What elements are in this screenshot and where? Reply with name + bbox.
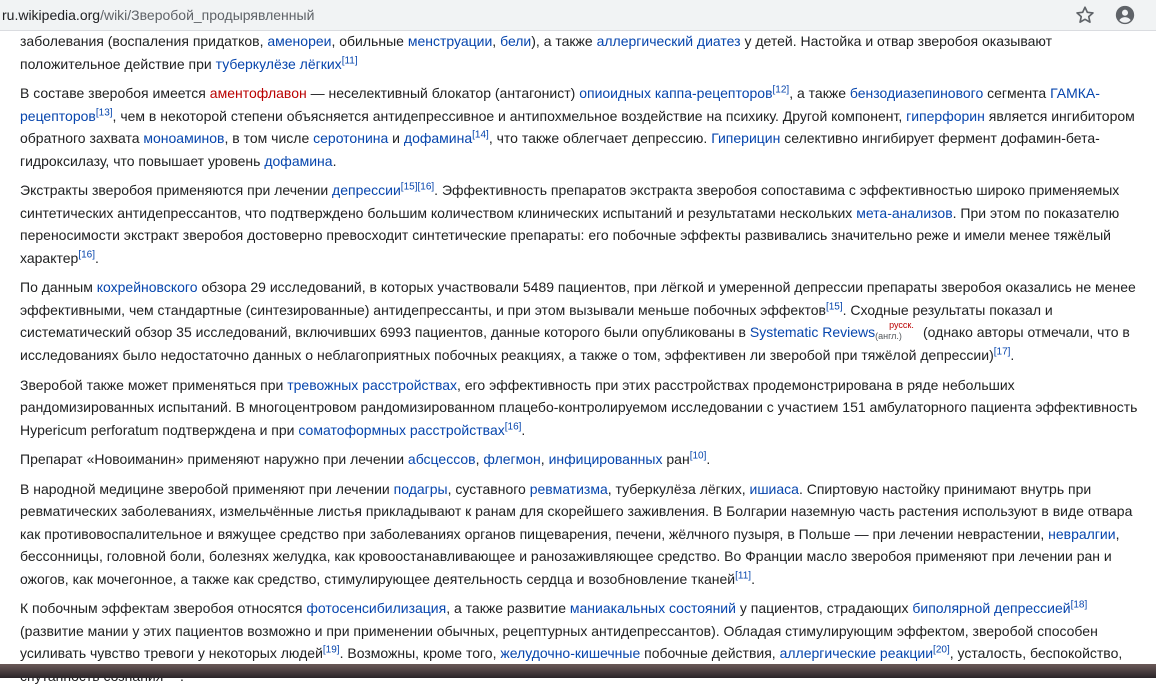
text: Препарат «Новоиманин» применяют наружно при лечении: [20, 451, 408, 468]
text: .: [751, 570, 755, 587]
link-benzodiazepine[interactable]: бензодиазепинового: [849, 85, 984, 101]
link-phlegmon[interactable]: флегмон: [483, 451, 541, 468]
text: .: [95, 249, 99, 266]
link-hypericin[interactable]: Гиперицин: [711, 130, 781, 146]
text: В народной медицине зверобой применяют при лечении: [20, 480, 394, 497]
reference[interactable]: [11]: [735, 570, 752, 582]
link-anxiety-disorders[interactable]: тревожных расстройствах: [287, 376, 458, 393]
paragraph-5: [20, 374, 1145, 442]
star-icon[interactable]: [1074, 4, 1096, 26]
reference[interactable]: [18]: [1070, 599, 1088, 611]
text: , его эффективность при этих расстройствах продемонстрирована в ряде небольших рандомизированных испытаний. В многоцентровом рандомизированном плацебо-контролируемом исследовании с участием 151 амбулаторного пациента эффективность Hypericum perforatum подтверждена и при: [20, 376, 1138, 438]
text: .: [332, 152, 337, 169]
link-photosensitization[interactable]: фотосенсибилизация: [306, 600, 447, 617]
text: заболевания (воспаления придатков,: [20, 33, 268, 49]
paragraph-1: [20, 30, 1145, 75]
interwiki-ru-link[interactable]: русск.: [889, 320, 914, 331]
text: , усталость, беспокойство,: [949, 645, 1123, 662]
taskbar-edge: [0, 664, 1156, 678]
text: Зверобой также может применяться при: [20, 376, 288, 393]
link-amenorrhea[interactable]: аменореи: [267, 33, 332, 49]
url-path: /wiki/Зверобой_продырявленный: [100, 7, 315, 23]
link-kappa-opioid-receptors[interactable]: опиоидных каппа-рецепторов: [579, 85, 773, 101]
link-meta-analyses[interactable]: мета-анализов: [856, 204, 953, 221]
article-content: [20, 30, 1145, 694]
reference[interactable]: [19]: [322, 644, 340, 656]
paragraph-2: [20, 82, 1145, 172]
text: ,: [540, 451, 549, 468]
text: . При этом по показателю переносимости экстракт зверобоя достоверно превосходит синтетические препараты: его побочные эффекты развивались значительно реже и имели менее тяжёлый характер: [20, 204, 1120, 266]
redlink-amentoflavone[interactable]: аментофлавон: [209, 85, 307, 101]
link-monoamines[interactable]: моноаминов: [143, 130, 225, 146]
text: , что также облегчает депрессию.: [488, 130, 712, 146]
interwiki-en-label[interactable]: (англ.): [875, 331, 902, 342]
paragraph-6: [20, 448, 1145, 471]
text: . Спиртовую настойку принимают внутрь при ревматических заболеваниях, измельчённые листья прикладывают к ранам для скорейшего заживления. В Болгарии наземную часть растения используют в виде отвара как противовоспалительное и вяжущее средство при заболеваниях органов пищеварения, печени, жёлчного пузыря, в Польше — при лечении неврастении,: [20, 480, 1133, 542]
link-infected[interactable]: инфицированных: [548, 451, 663, 468]
text: К побочным эффектам зверобоя относятся: [20, 600, 307, 617]
link-allergic-diathesis[interactable]: аллергический диатез: [596, 33, 741, 49]
text: Экстракты зверобоя применяются при лечении: [20, 182, 333, 198]
reference[interactable]: [16]: [78, 248, 95, 260]
link-dopamine[interactable]: дофамина: [264, 152, 333, 169]
reference[interactable]: [14]: [472, 129, 489, 141]
link-systematic-reviews[interactable]: Systematic Reviews: [749, 324, 876, 340]
text: ,: [492, 33, 501, 49]
text: , а также развитие: [446, 600, 570, 617]
text: . Сходные результаты показал и систематический обзор 35 исследований, включивших 6993 пациентов, данные которого были опубликованы в: [20, 301, 1053, 340]
reference[interactable]: [13]: [95, 106, 113, 118]
reference[interactable]: [12]: [772, 84, 790, 96]
text: селективно ингибирует фермент дофамин-бета-гидроксилазу, что повышает уровень: [20, 130, 1100, 169]
text: побочные действия,: [640, 645, 780, 662]
reference[interactable]: [15]: [825, 300, 843, 312]
link-leucorrhea[interactable]: бели: [500, 33, 532, 49]
link-hyperforin[interactable]: гиперфорин: [906, 107, 985, 124]
url-host: ru.wikipedia.org: [2, 7, 101, 23]
reference[interactable]: [11]: [341, 54, 358, 66]
link-menstruation[interactable]: менструации: [407, 33, 493, 49]
text: — неселективный блокатор (антагонист): [306, 85, 580, 101]
link-depression[interactable]: депрессии: [332, 182, 401, 198]
link-abscesses[interactable]: абсцессов: [407, 451, 476, 468]
text: .: [521, 421, 526, 438]
text: .: [706, 451, 711, 468]
link-gastrointestinal[interactable]: желудочно-кишечные: [500, 645, 641, 662]
text: , а также: [789, 85, 850, 101]
link-allergic-reactions[interactable]: аллергические реакции: [779, 645, 934, 662]
text: (однако авторы отмечали, что в исследованиях было недостаточно данных о неблагоприятных побочных реакциях, а также о том, эффективен ли зверобой при тяжёлой депрессии): [20, 324, 1130, 364]
link-rheumatism[interactable]: ревматизма: [529, 480, 608, 497]
text: , чем в некоторой степени объясняется антидепрессивное и антипохмельное воздействие на психику. Другой компонент,: [112, 107, 907, 124]
text: , туберкулёза лёгких,: [607, 480, 750, 497]
text: , в том числе: [224, 130, 314, 146]
reference[interactable]: [16]: [504, 421, 522, 433]
text: у пациентов, страдающих: [735, 600, 913, 617]
link-gout[interactable]: подагры: [393, 480, 448, 497]
interwiki-label: [875, 322, 919, 344]
paragraph-3: [20, 179, 1145, 269]
browser-address-bar[interactable]: [0, 0, 1156, 31]
reference[interactable]: [15]: [400, 181, 418, 193]
link-gaba-a-receptors[interactable]: ГАМКА-рецепторов: [20, 85, 1100, 124]
text: является ингибитором обратного захвата: [20, 107, 1135, 146]
text: сегмента: [983, 85, 1051, 101]
text: В составе зверобоя имеется: [20, 85, 210, 101]
link-bipolar-depression[interactable]: биполярной депрессией: [912, 600, 1071, 617]
text: ран: [662, 451, 690, 468]
paragraph-4: [20, 276, 1145, 367]
link-sciatica[interactable]: ишиаса: [749, 480, 799, 497]
link-neuralgia[interactable]: невралгии: [1048, 525, 1116, 542]
paragraph-7: [20, 478, 1145, 591]
text: ,: [475, 451, 484, 468]
link-lung-tuberculosis[interactable]: туберкулёзе лёгких: [215, 55, 342, 72]
text: . Возможны, кроме того,: [339, 645, 501, 662]
link-somatoform-disorders[interactable]: соматоформных расстройствах: [298, 421, 505, 438]
text: , суставного: [447, 480, 530, 497]
reference[interactable]: [16]: [417, 181, 435, 193]
reference[interactable]: [17]: [993, 346, 1011, 358]
text: , бессонницы, головной боли, болезнях желудка, как кровоостанавливающее и ранозаживляющее средство. Во Франции масло зверобоя применяют при лечении ран и ожогов, как мочегонное, а также как средство, стимулирующее деятельность сердца и возобновление тканей: [20, 525, 1120, 587]
text: .: [1010, 347, 1015, 364]
link-cochrane[interactable]: кохрейновского: [96, 279, 198, 295]
text: у детей. Настойка и отвар зверобоя оказывают положительное действие при: [20, 33, 1053, 72]
link-serotonin[interactable]: серотонина: [313, 130, 389, 146]
account-circle-icon[interactable]: [1114, 4, 1136, 26]
text: По данным: [20, 279, 97, 295]
text: (развитие мании у этих пациентов возможно и при применении обычных, рецептурных антидепрессантов). Обладая стимулирующим эффектом, зверобой способен усиливать чувство тревоги у некоторых людей: [20, 622, 1098, 662]
link-dopamine[interactable]: дофамина: [403, 130, 473, 146]
reference[interactable]: [20]: [933, 644, 950, 656]
url-text[interactable]: [2, 6, 314, 24]
text: ), а также: [531, 33, 597, 49]
text: и: [388, 130, 404, 146]
text: обзора 29 исследований, в которых участвовали 5489 пациентов, при лёгкой и умеренной депрессии препараты зверобоя оказались не менее эффективными, чем стандартные (синтезированные) антидепрессанты, и при этом вызывали меньше побочных эффектов: [20, 279, 1136, 318]
reference[interactable]: [10]: [689, 450, 707, 462]
text: , обильные: [331, 33, 408, 49]
link-manic-states[interactable]: маниакальных состояний: [569, 600, 736, 617]
text: . Эффективность препаратов экстракта зверобоя сопоставима с эффективностью широко применяемых синтетических антидепрессантов, что подтверждено большим количеством клинических испытаний и результатами нескольких: [20, 182, 1120, 221]
